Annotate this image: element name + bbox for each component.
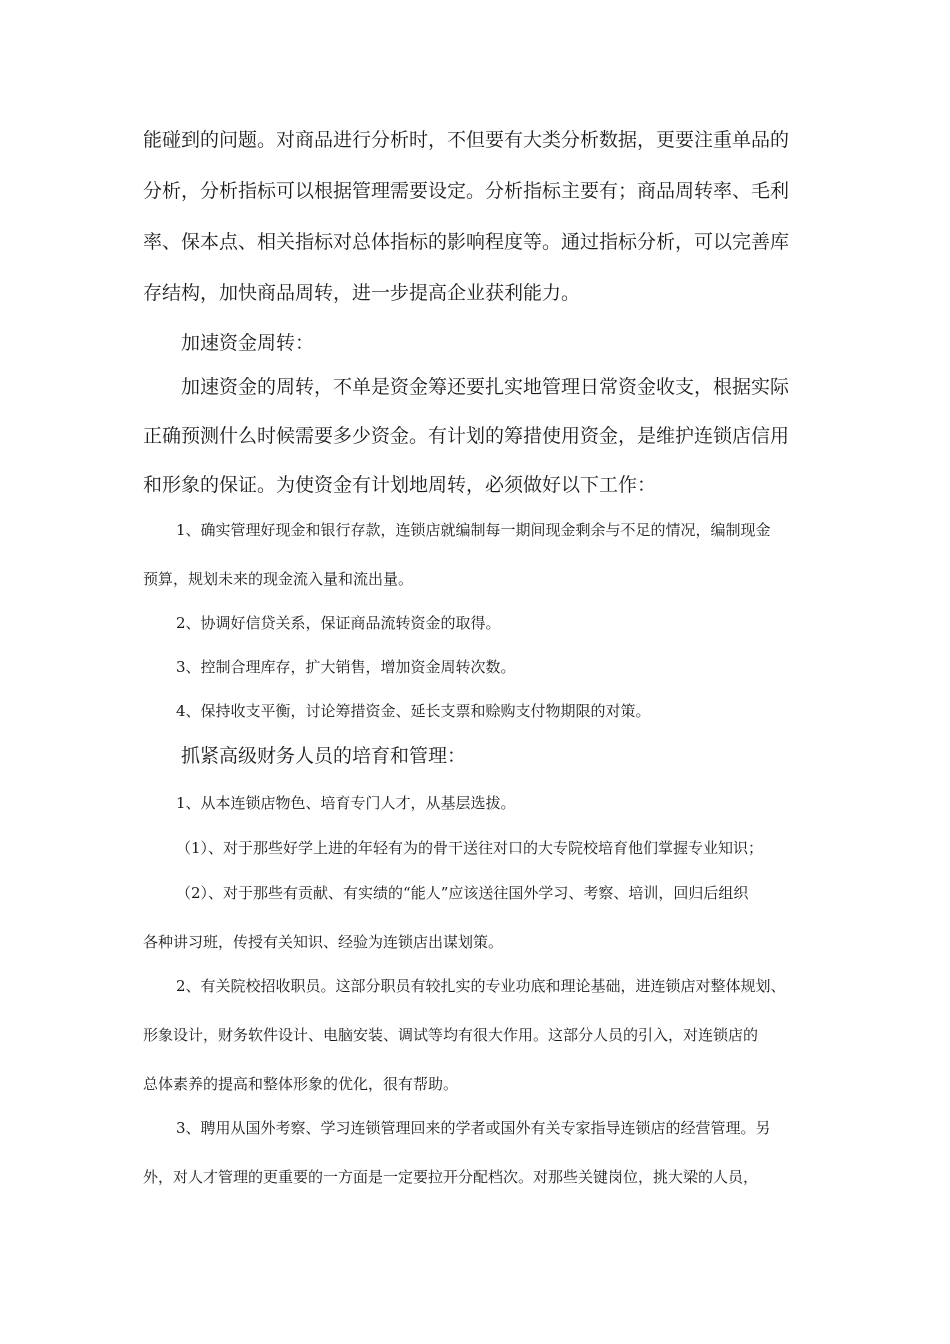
paragraph-line: 能碰到的问题。对商品进行分析时，不但要有大类分析数据，更要注重单品的: [143, 129, 790, 151]
list-item: 4、保持收支平衡，讨论筹措资金、延长支票和赊购支付物期限的对策。: [176, 702, 651, 720]
list-item: （2）、对于那些有贡献、有实绩的“能人”应该送往国外学习、考察、培训，回归后组织: [176, 884, 749, 902]
list-item-continuation: 形象设计，财务软件设计、电脑安装、调试等均有很大作用。这部分人员的引入，对连锁店的: [143, 1026, 759, 1044]
list-item: 1、确实管理好现金和银行存款，连锁店就编制每一期间现金剩余与不足的情况，编制现金: [176, 521, 771, 539]
list-item: 3、控制合理库存，扩大销售，增加资金周转次数。: [176, 658, 516, 676]
list-item: （1）、对于那些好学上进的年轻有为的骨干送往对口的大专院校培育他们掌握专业知识；: [176, 839, 764, 857]
paragraph-line: 率、保本点、相关指标对总体指标的影响程度等。通过指标分析，可以完善库: [143, 231, 790, 253]
section-heading: 加速资金周转：: [181, 332, 315, 354]
list-item: 2、协调好信贷关系，保证商品流转资金的取得。: [176, 614, 501, 632]
section-heading: 抓紧高级财务人员的培育和管理：: [181, 745, 467, 767]
paragraph-line: 和形象的保证。为使资金有计划地周转，必须做好以下工作：: [143, 474, 657, 496]
list-item: 3、聘用从国外考察、学习连锁管理回来的学者或国外有关专家指导连锁店的经营管理。另: [176, 1119, 771, 1137]
list-item-continuation: 各种讲习班，传授有关知识、经验为连锁店出谋划策。: [143, 933, 504, 951]
paragraph-line: 存结构，加快商品周转，进一步提高企业获利能力。: [143, 282, 581, 304]
list-item: 1、从本连锁店物色、培育专门人才，从基层选拔。: [176, 794, 516, 812]
list-item: 2、有关院校招收职员。这部分职员有较扎实的专业功底和理论基础，进连锁店对整体规划、: [176, 977, 786, 995]
paragraph-line: 正确预测什么时候需要多少资金。有计划的筹措使用资金，是维护连锁店信用: [143, 425, 790, 447]
list-item-continuation: 预算，规划未来的现金流入量和流出量。: [143, 570, 414, 588]
paragraph-line: 分析，分析指标可以根据管理需要设定。分析指标主要有；商品周转率、毛利: [143, 180, 790, 202]
list-item-continuation: 总体素养的提高和整体形象的优化，很有帮助。: [143, 1075, 459, 1093]
paragraph-line: 加速资金的周转，不单是资金筹还要扎实地管理日常资金收支，根据实际: [181, 376, 790, 398]
list-item-continuation: 外，对人才管理的更重要的一方面是一定要拉开分配档次。对那些关键岗位，挑大梁的人员，: [143, 1168, 759, 1186]
